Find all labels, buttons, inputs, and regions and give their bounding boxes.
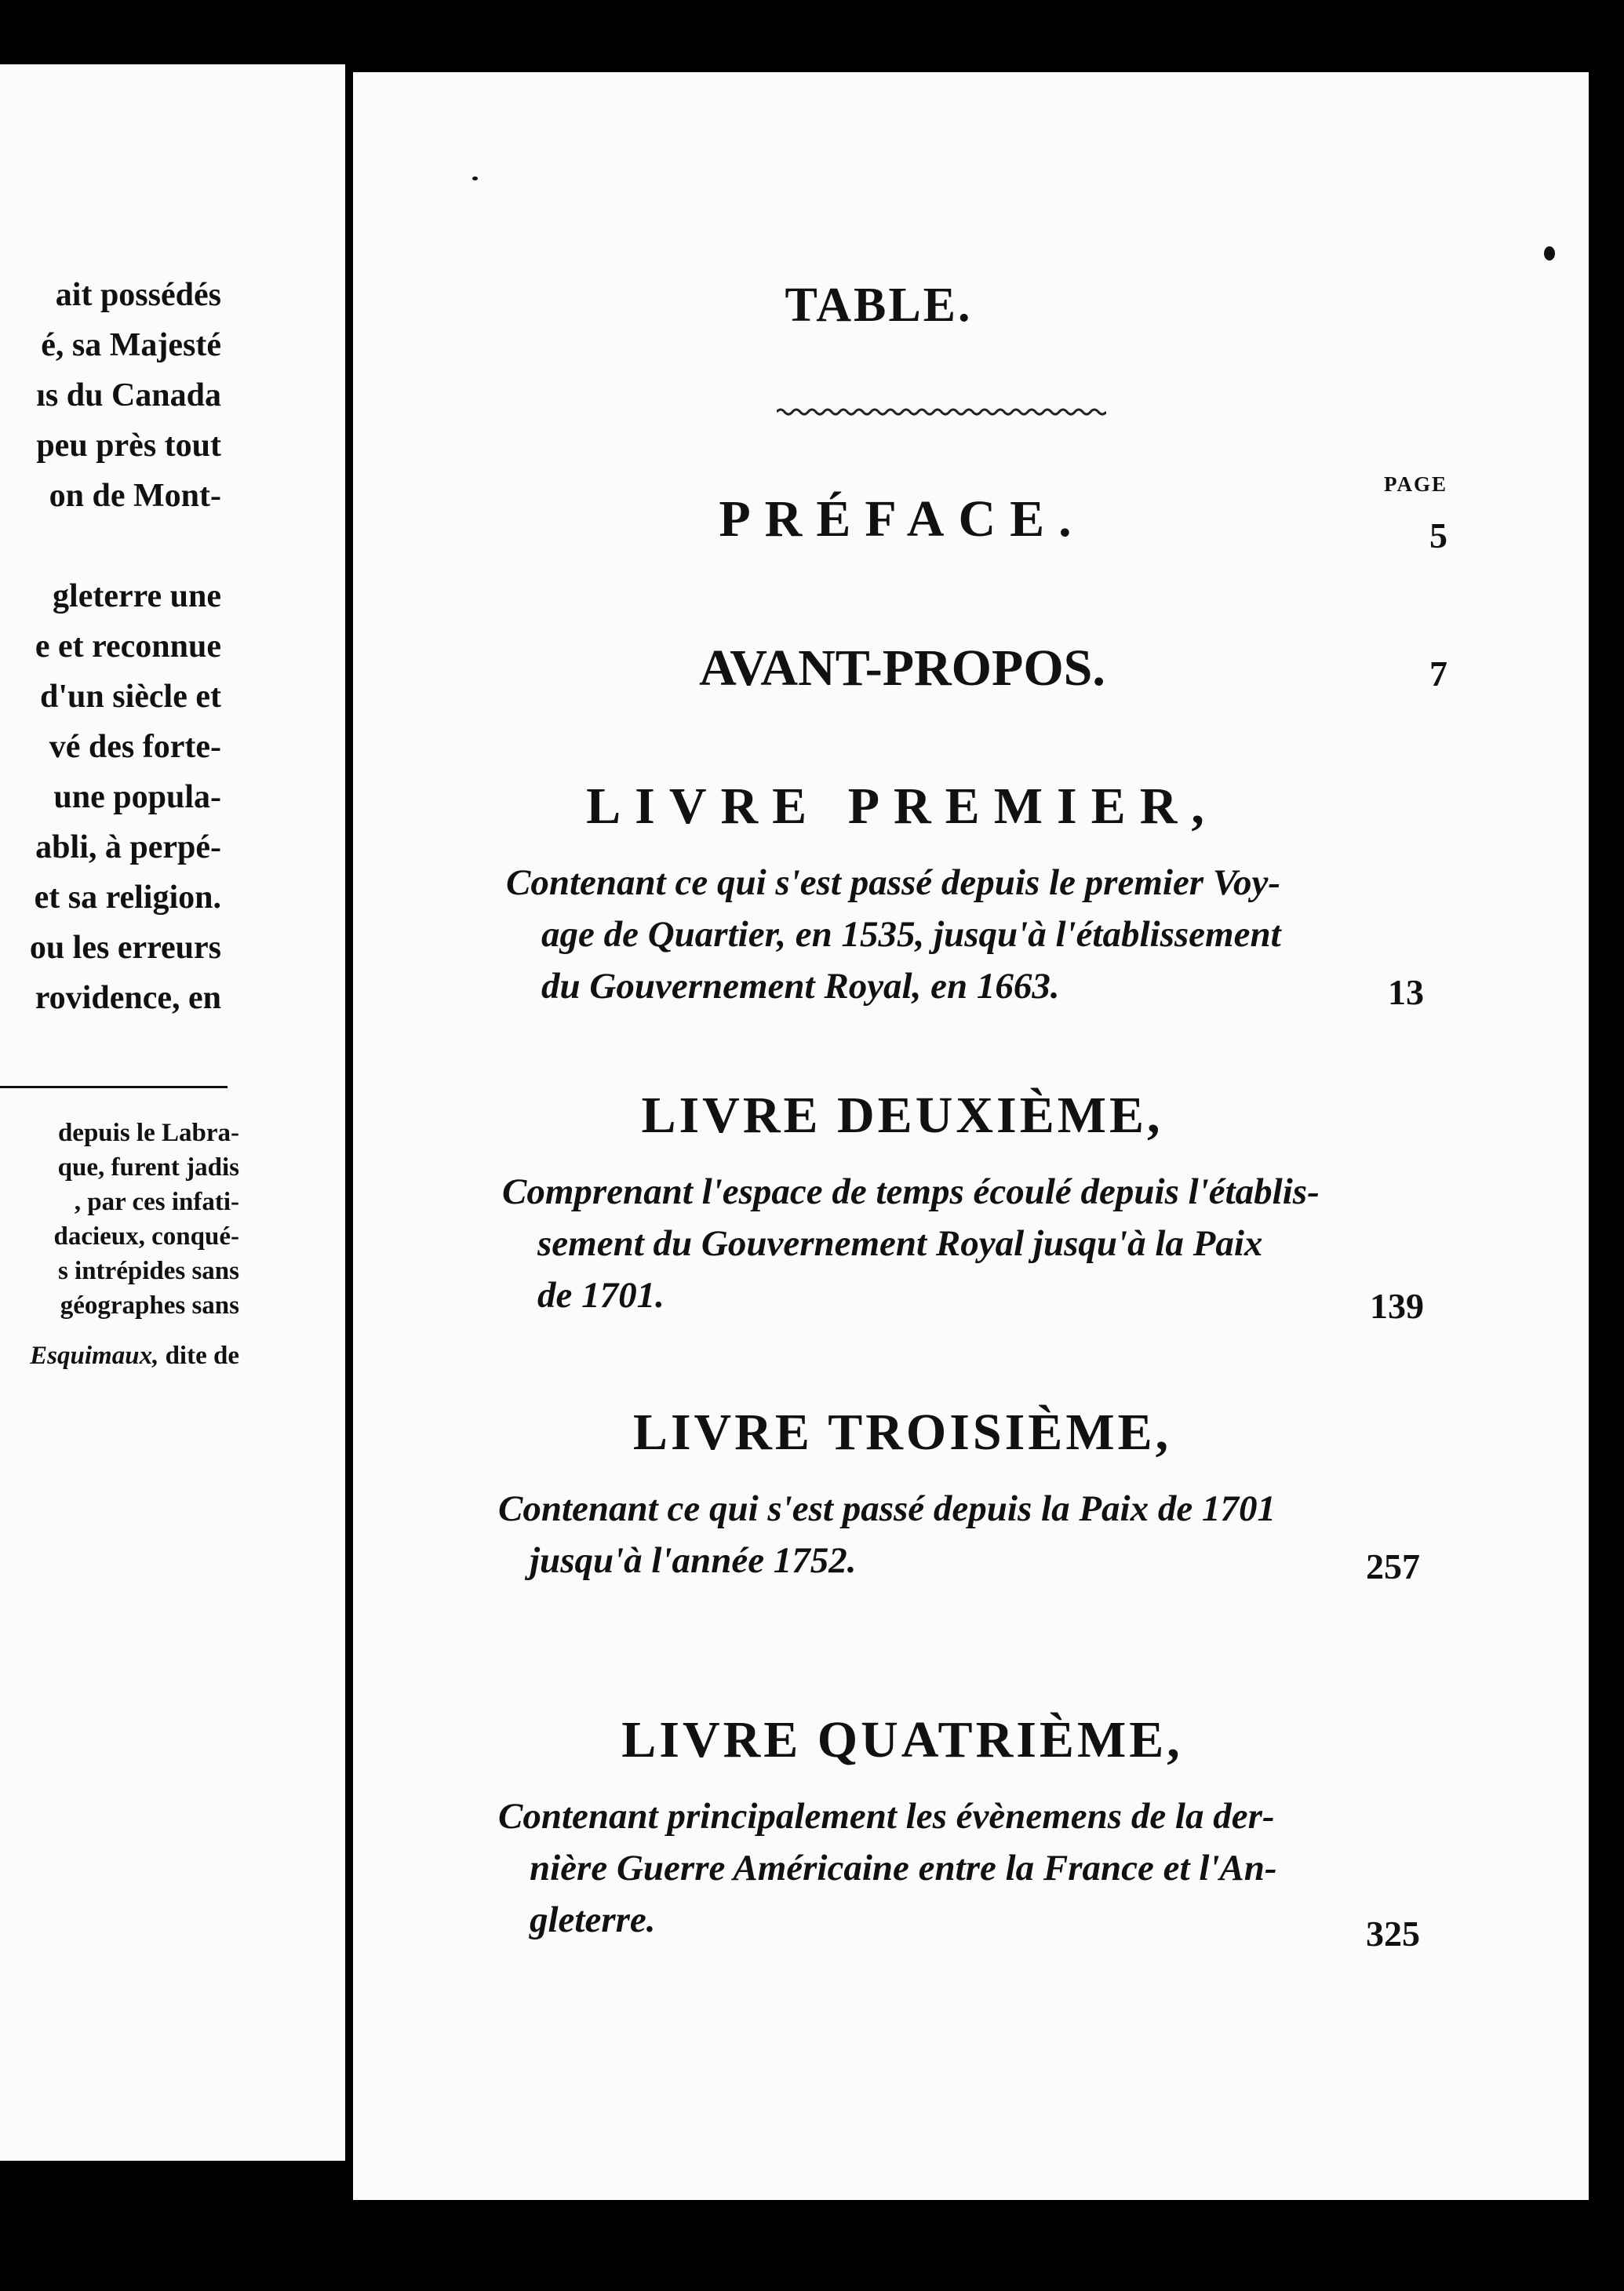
left-footnote [30,1116,239,1373]
left-body-line: abli, à perpé- [35,829,221,865]
ink-speck [472,177,478,180]
left-body-line: e et reconnue [35,628,221,665]
toc-page-number: 13 [1388,972,1424,1012]
footnote-line [30,1339,239,1373]
toc-description-line: sement du Gouvernement Royal jusqu'à la Paix [537,1223,1263,1264]
footnote-italic-word: Esquimaux, [30,1342,159,1370]
toc-description-line: Contenant principalement les évènemens de la der- [498,1796,1275,1837]
page-title: TABLE. [785,279,973,332]
toc-description-line: nière Guerre Américaine entre la France et l'An- [530,1848,1277,1889]
footnote-text: dite de [158,1342,239,1370]
table-of-contents-page [353,72,1589,2200]
footnote-line: dacieux, conqué- [53,1222,239,1251]
toc-heading: LIVRE TROISIÈME, [632,1404,1172,1461]
left-body-line: on de Mont- [49,478,221,514]
footnote-line: géographes sans [60,1291,239,1320]
left-body-line: ou les erreurs [29,930,221,966]
left-body-text [30,270,221,1023]
toc-description-line: age de Quartier, en 1535, jusqu'à l'établissement [541,914,1281,955]
left-body-line: une popula- [53,779,221,815]
footnote-line: s intrépides sans [57,1257,239,1285]
toc-description-line: jusqu'à l'année 1752. [530,1540,857,1581]
toc-page-number: 257 [1366,1546,1420,1586]
left-body-line: et sa religion. [34,880,221,916]
left-body-line: é, sa Majesté [41,327,221,363]
footnote-line: que, furent jadis [57,1153,239,1182]
toc-heading: AVANT-PROPOS. [699,639,1105,697]
toc-description-line: Comprenant l'espace de temps écoulé depuis l'établis- [502,1171,1320,1212]
toc-page-number: 5 [1429,515,1447,555]
toc-heading: LIVRE PREMIER, [586,778,1218,835]
left-body-line: gleterre une [53,578,221,614]
page-column-label: PAGE [1384,472,1447,496]
toc-description-line: de 1701. [537,1275,665,1316]
footnote-line: , par ces infati- [74,1188,239,1216]
left-body-line: peu près tout [36,428,221,464]
left-body-line [30,521,221,571]
toc-description-line: Contenant ce qui s'est passé depuis le premier Voy- [506,862,1280,903]
left-body-line: ıs du Canada [36,377,221,413]
toc-page-number: 325 [1366,1914,1420,1954]
toc-heading: LIVRE DEUXIÈME, [641,1087,1163,1144]
ink-speck [1544,246,1555,260]
left-body-line: vé des forte- [49,729,221,765]
toc-heading: PRÉFACE. [719,490,1086,548]
toc-description-line: du Gouvernement Royal, en 1663. [541,966,1060,1007]
ornamental-rule [777,405,1106,419]
footnote-line: depuis le Labra- [57,1119,239,1147]
toc-heading: LIVRE QUATRIÈME, [621,1711,1183,1768]
toc-page-number: 7 [1429,654,1447,694]
footnote-divider [0,1086,228,1088]
left-body-line: ait possédés [55,277,221,313]
left-body-line: rovidence, en [35,980,221,1016]
left-facing-page [0,64,345,2161]
toc-page-number: 139 [1370,1286,1424,1326]
toc-description-line: Contenant ce qui s'est passé depuis la Paix de 1701 [498,1488,1276,1529]
left-body-line: d'un siècle et [40,679,221,715]
toc-description-line: gleterre. [530,1899,656,1940]
